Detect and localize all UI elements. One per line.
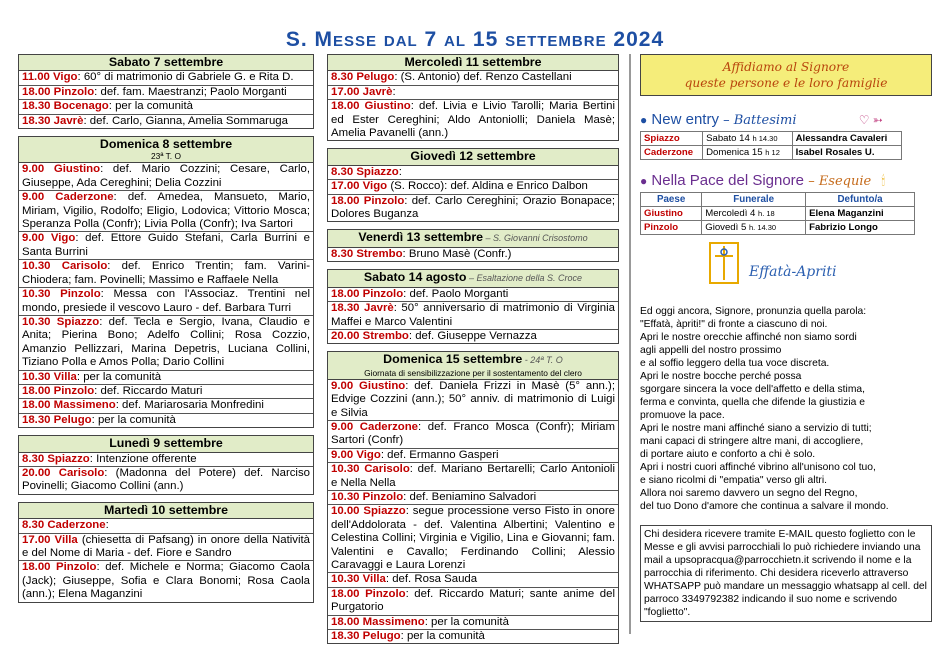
day-box bbox=[18, 54, 314, 129]
mass-time-place: 20.00 Strembo bbox=[331, 329, 409, 342]
day-header bbox=[328, 352, 618, 379]
day: Giovedì 5 bbox=[705, 222, 747, 233]
pace-heading bbox=[640, 172, 932, 189]
mass-entry bbox=[19, 467, 313, 494]
schedule-column-middle bbox=[327, 54, 619, 651]
day-header bbox=[19, 55, 313, 71]
day: Mercoledì 4 bbox=[705, 208, 756, 219]
mass-time-place: 18.00 Massimeno bbox=[22, 399, 116, 412]
bullet-icon: ● bbox=[640, 113, 648, 127]
prayer-line: del tuo Dono d'amore che continua a salvare il mondo. bbox=[640, 501, 889, 512]
mass-time-place: 8.30 Pelugo bbox=[331, 71, 395, 84]
mass-intention: : 50° anniversario di matrimonio di Virginia Maffei e Marco Valentini bbox=[331, 302, 615, 328]
baptism-table bbox=[640, 131, 902, 160]
mass-intention: : def. Carlo Cereghini; Orazio Bonapace; Dolores Buganza bbox=[331, 194, 615, 221]
day-header bbox=[19, 503, 313, 519]
date bbox=[702, 207, 806, 221]
mass-entry bbox=[19, 371, 313, 385]
mass-time-place: 18.00 Massimeno bbox=[331, 615, 425, 628]
name: Isabel Rosales U. bbox=[792, 146, 901, 160]
mass-entry bbox=[19, 86, 313, 100]
prayer-line: ferma e convinta, quella che difende la giustizia e bbox=[640, 397, 865, 408]
day-title: Lunedì 9 settembre bbox=[109, 436, 223, 451]
pace-label: Nella Pace del Signore bbox=[651, 172, 805, 189]
day-box bbox=[18, 502, 314, 603]
mass-time-place: 18.00 Pinzolo bbox=[22, 561, 97, 574]
day-box bbox=[327, 148, 619, 222]
mass-time-place: 20.00 Carisolo bbox=[22, 466, 105, 479]
prayer-text bbox=[640, 305, 932, 513]
mass-entry bbox=[328, 630, 618, 643]
mass-entry bbox=[19, 100, 313, 114]
mass-entry bbox=[19, 399, 313, 413]
mass-intention: : bbox=[392, 85, 396, 98]
mass-intention: : def. Daniela Frizzi in Masè (5° ann.); Edvige Cozzini (ann.); 50° anniv. di matrimonio di Luigi e Silvia bbox=[331, 379, 615, 419]
affidiamo-box bbox=[640, 54, 932, 96]
mass-time-place: 9.00 Giustino bbox=[22, 163, 101, 176]
heart-plane-icon: ♡ ➳ bbox=[858, 113, 883, 127]
mass-intention: : def. Mariarosaria Monfredini bbox=[115, 399, 264, 412]
mass-intention: : def. Giuseppe Vernazza bbox=[408, 329, 537, 342]
table-row bbox=[641, 132, 902, 146]
mass-intention: : def. Tecla e Sergio, Ivana, Claudio e Anita; Pierina Bono; Adelfo Collini; Rosa Cozzio, Amanzio Pellizzari, Marina Depetris, Luciana Collini, Tiziano Polla e Amos Polla; Dario Collini bbox=[22, 315, 311, 369]
day-feast: - 24ª T. O bbox=[522, 355, 563, 366]
day-title: Sabato 14 agosto bbox=[363, 270, 467, 285]
mass-entry bbox=[19, 191, 313, 232]
mass-time-place: 18.00 Pinzolo bbox=[331, 194, 405, 207]
mass-entry bbox=[328, 248, 618, 261]
prayer-line: Apri le nostre orecchie affinché non siamo sordi bbox=[640, 332, 857, 343]
new-entry-heading bbox=[640, 111, 932, 128]
day-title: Martedì 10 settembre bbox=[104, 502, 228, 517]
prayer-line: Allora noi saremo davvero un segno del Regno, bbox=[640, 488, 858, 499]
day-box bbox=[18, 435, 314, 495]
mass-intention: : def. Beniamino Salvadori bbox=[403, 490, 537, 503]
mass-entry bbox=[19, 561, 313, 601]
affidiamo-line-2: queste persone e le loro famiglie bbox=[684, 76, 888, 90]
mass-time-place: 9.00 Giustino bbox=[331, 379, 406, 392]
mass-entry bbox=[19, 385, 313, 399]
mass-intention: (chiesetta di Pafsang) in onore della Natività e del Nome di Maria - def. Fiore e Sandro bbox=[22, 533, 310, 559]
mass-time-place: 10.30 Villa bbox=[22, 370, 77, 383]
mass-intention: : 60° di matrimonio di Gabriele G. e Rita D. bbox=[77, 71, 294, 84]
bullet-icon: ● bbox=[640, 174, 648, 188]
prayer-line: promuove la pace. bbox=[640, 410, 725, 421]
mass-intention: : per la comunità bbox=[76, 370, 162, 383]
mass-intention: : Intenzione offerente bbox=[89, 452, 197, 465]
mass-intention: : Messa con l'Associaz. Trentini nel mondo, presiede il vescovo Lauro - def. Barbara Turri bbox=[22, 288, 310, 314]
date bbox=[703, 132, 793, 146]
prayer-line: e siano ricolmi di "empatia" verso gli altri. bbox=[640, 475, 828, 486]
mass-time-place: 18.00 Pinzolo bbox=[22, 85, 95, 98]
mass-time-place: 9.00 Vigo bbox=[22, 232, 76, 245]
day-feast: – S. Giovanni Crisostomo bbox=[483, 233, 588, 244]
prayer-line: mani capaci di stringere altre mani, di accogliere, bbox=[640, 436, 864, 447]
mass-entry bbox=[19, 232, 313, 260]
col-header: Funerale bbox=[702, 193, 806, 207]
hour: h. 18 bbox=[758, 209, 775, 218]
day-subtitle: Giornata di sensibilizzazione per il sostentamento del clero bbox=[364, 367, 582, 378]
mass-time-place: 18.30 Javrè bbox=[331, 302, 394, 315]
new-entry-label: New entry bbox=[651, 111, 719, 128]
day-title: Domenica 8 settembre bbox=[99, 137, 233, 152]
date bbox=[703, 146, 793, 160]
day-title: Mercoledì 11 settembre bbox=[404, 55, 542, 69]
day-header bbox=[328, 149, 618, 165]
table-header bbox=[641, 193, 915, 207]
effata-label: Effatà-Apriti bbox=[749, 264, 837, 280]
mass-time-place: 10.30 Villa bbox=[331, 573, 386, 586]
funeral-table bbox=[640, 192, 915, 235]
mass-time-place: 10.30 Spiazzo bbox=[22, 315, 100, 328]
mass-entry bbox=[328, 380, 618, 421]
mass-time-place: 18.30 Pelugo bbox=[22, 413, 92, 426]
mass-intention: : bbox=[398, 165, 402, 178]
mass-intention: : per la comunità bbox=[91, 413, 176, 426]
mass-entry bbox=[328, 330, 618, 343]
day-box bbox=[327, 269, 619, 344]
day-box bbox=[18, 136, 314, 428]
day-feast: – Esaltazione della S. Croce bbox=[466, 273, 583, 284]
mass-intention: : def. Livia e Livio Tarolli; Maria Bertini ed Ester Cereghini; Aldo Antoniolli; Daniela Masè; Amelia Pavanelli (ann.) bbox=[331, 100, 615, 140]
mass-entry bbox=[19, 519, 313, 533]
name: Fabrizio Longo bbox=[806, 221, 915, 235]
mass-entry bbox=[328, 421, 618, 449]
mass-entry bbox=[328, 505, 618, 573]
affidiamo-line-1: Affidiamo al Signore bbox=[722, 60, 850, 74]
col-header: Paese bbox=[641, 193, 702, 207]
mass-entry bbox=[19, 414, 313, 427]
mass-time-place: 9.00 Vigo bbox=[331, 448, 381, 461]
day-header bbox=[19, 436, 313, 452]
prayer-line: Apri i nostri cuori affinché vibrino all'unisono col tuo, bbox=[640, 462, 876, 473]
mass-entry bbox=[328, 302, 618, 330]
mass-entry bbox=[19, 288, 313, 316]
mass-entry bbox=[19, 163, 313, 191]
table-row bbox=[641, 221, 915, 235]
day-title: Venerdì 13 settembre bbox=[358, 230, 484, 245]
mass-time-place: 8.30 Spiazzo bbox=[22, 452, 90, 465]
place: Pinzolo bbox=[641, 221, 702, 235]
day-title: Domenica 15 settembre bbox=[383, 352, 523, 367]
mass-intention: : def. Franco Mosca (Confr); Miriam Sartori (Confr) bbox=[331, 420, 615, 447]
mass-time-place: 18.30 Pelugo bbox=[331, 630, 401, 643]
mass-entry bbox=[328, 588, 618, 616]
mass-intention: : per la comunità bbox=[424, 615, 509, 628]
mass-time-place: 8.30 Spiazzo bbox=[331, 165, 399, 178]
mass-entry bbox=[19, 260, 313, 288]
pace-sub: – Esequie bbox=[808, 174, 872, 189]
mass-intention: : def. Riccardo Maturi; sante anime del Purgatorio bbox=[331, 587, 616, 614]
day-box bbox=[327, 229, 619, 262]
name: Alessandra Cavaleri bbox=[792, 132, 901, 146]
mass-intention: : def. Ettore Guido Stefani, Carla Burrini e Santa Burrini bbox=[22, 232, 310, 258]
mass-entry bbox=[328, 288, 618, 302]
table-row bbox=[641, 146, 902, 160]
column-divider bbox=[629, 54, 631, 634]
schedule-column-left bbox=[18, 54, 314, 610]
mass-entry bbox=[328, 180, 618, 194]
mass-entry bbox=[328, 86, 618, 100]
mass-entry bbox=[328, 491, 618, 505]
page-title: S. Messe dal 7 al 15 settembre 2024 bbox=[285, 28, 665, 51]
place: Giustino bbox=[641, 207, 702, 221]
day-subtitle: 23ª T. O bbox=[151, 151, 181, 162]
mass-time-place: 10.30 Carisolo bbox=[331, 463, 410, 476]
prayer-line: Ed oggi ancora, Signore, pronunzia quella parola: bbox=[640, 306, 867, 317]
mass-time-place: 9.00 Caderzone bbox=[331, 420, 419, 433]
mass-entry bbox=[19, 534, 313, 562]
mass-intention: : def. Ermanno Gasperi bbox=[380, 448, 499, 461]
day-header bbox=[19, 137, 313, 163]
mass-time-place: 8.30 Caderzone bbox=[22, 519, 106, 532]
mass-time-place: 18.30 Javrè bbox=[22, 114, 84, 127]
day-title: Giovedì 12 settembre bbox=[410, 149, 536, 164]
mass-entry bbox=[328, 449, 618, 463]
mass-intention: : segue processione verso Fisto in onore dell'Addolorata - def. Valentina Albertini; Valentino e Celestina Collini; Virginia e Vigilio, Lina e Giovanni; fam. Valentini e Cavallo; Ferdinando Collini; Alessio Caravaggi e Laura Lorenzi bbox=[331, 505, 615, 571]
mass-entry bbox=[328, 166, 618, 180]
mass-entry bbox=[328, 573, 618, 587]
mass-intention: : def. Riccardo Maturi bbox=[94, 384, 203, 397]
day-title: Sabato 7 settembre bbox=[108, 55, 224, 69]
mass-entry bbox=[19, 316, 313, 371]
hour: h 12 bbox=[765, 148, 780, 157]
day-header bbox=[328, 270, 618, 287]
day: Sabato 14 bbox=[706, 133, 750, 144]
hour: h 14.30 bbox=[752, 134, 778, 143]
day-box bbox=[327, 351, 619, 644]
mass-intention: : (Madonna del Potere) def. Narciso Povinelli; Giacomo Collini (ann.) bbox=[22, 466, 310, 493]
mass-time-place: 10.30 Pinzolo bbox=[331, 490, 404, 503]
prayer-line: e al soffio leggero della tua voce discreta. bbox=[640, 358, 830, 369]
day-header bbox=[328, 55, 618, 71]
mass-intention: : def. Rosa Sauda bbox=[385, 573, 478, 586]
name: Elena Maganzini bbox=[806, 207, 915, 221]
prayer-line: sgorgare sincera la voce dell'affetto e della stima, bbox=[640, 384, 865, 395]
mass-entry bbox=[19, 453, 313, 467]
day-header bbox=[328, 230, 618, 247]
mass-time-place: 10.30 Pinzolo bbox=[22, 288, 101, 301]
mass-entry bbox=[19, 115, 313, 128]
mass-intention: : def. Enrico Trentin; fam. Varini-Chiodera; fam. Povinelli; Massimo e Raffaele Nella bbox=[22, 260, 311, 286]
mass-intention: : bbox=[105, 519, 109, 532]
mass-time-place: 8.30 Strembo bbox=[331, 247, 403, 260]
prayer-line: di portare aiuto e conforto a chi è solo. bbox=[640, 449, 816, 460]
new-entry-sub: – Battesimi bbox=[723, 113, 797, 128]
day-box bbox=[327, 54, 619, 141]
prayer-line: agli appelli del nostro prossimo bbox=[640, 345, 782, 356]
mass-entry bbox=[19, 71, 313, 85]
place: Spiazzo bbox=[641, 132, 703, 146]
mass-intention: (S. Rocco): def. Aldina e Enrico Dalbon bbox=[387, 180, 588, 193]
mass-time-place: 17.00 Villa bbox=[22, 533, 78, 546]
mass-intention: : Bruno Masè (Confr.) bbox=[402, 247, 512, 260]
mass-time-place: 17.00 Vigo bbox=[331, 180, 388, 193]
table-row bbox=[641, 207, 915, 221]
mass-time-place: 11.00 Vigo bbox=[22, 71, 78, 84]
right-column bbox=[640, 54, 932, 622]
mass-time-place: 18.00 Giustino bbox=[331, 100, 411, 113]
prayer-line: Apri le nostre mani affinché siano a servizio di tutti; bbox=[640, 423, 872, 434]
mass-intention: : per la comunità bbox=[400, 630, 485, 643]
mass-entry bbox=[328, 463, 618, 491]
info-box: Chi desidera ricevere tramite E-MAIL questo foglietto con le Messe e gli avvisi parrocchiali lo può richiedere inviando una mail a upsopracqua@parrocchietn.it scrivendo il nome e la parrocchia di riferimento. Chi desidera riceverlo attraverso WHATSAPP può mandare un messaggio whatsapp al cell. del parroco 3349792382 indicando il suo nome e scrivendo "foglietto". bbox=[640, 525, 932, 622]
hour: h. 14.30 bbox=[748, 223, 777, 232]
mass-time-place: 10.00 Spiazzo bbox=[331, 505, 406, 518]
prayer-line: Apri le nostre bocche perché possa bbox=[640, 371, 802, 382]
mass-time-place: 18.00 Pinzolo bbox=[22, 384, 95, 397]
mass-intention: : per la comunità bbox=[108, 100, 193, 113]
mass-entry bbox=[328, 616, 618, 630]
mass-intention: : def. Amedea, Mansueto, Mario, Miriam, Vigilio, Rodolfo; Eligio, Lodovica; Vittorio Mosca; Speranza Polla (Confr); Livia Polla (Confr); Iva Sartori bbox=[22, 191, 310, 231]
mass-intention: : def. fam. Maestranzi; Paolo Morganti bbox=[94, 85, 287, 98]
mass-intention: : (S. Antonio) def. Renzo Castellani bbox=[394, 71, 572, 84]
mass-time-place: 10.30 Carisolo bbox=[22, 260, 108, 273]
mass-intention: : def. Mariano Bertarelli; Carlo Antonioli e Nella Nella bbox=[331, 463, 615, 489]
mass-intention: : def. Michele e Norma; Giacomo Caola (Jack); Giuseppe, Sofia e Clara Bonomi; Rosa Caola (ann.); Elena Maganzini bbox=[22, 561, 310, 601]
mass-time-place: 9.00 Caderzone bbox=[22, 191, 114, 204]
mass-entry bbox=[328, 195, 618, 222]
place: Caderzone bbox=[641, 146, 703, 160]
mass-entry bbox=[328, 100, 618, 140]
mass-time-place: 18.00 Pinzolo bbox=[331, 587, 406, 600]
day: Domenica 15 bbox=[706, 147, 763, 158]
mass-entry bbox=[328, 71, 618, 85]
mass-intention: : def. Mario Cozzini; Cesare, Carlo, Giuseppe, Ada Cereghini; Delia Cozzini bbox=[22, 163, 310, 189]
date bbox=[702, 221, 806, 235]
effata-logo-icon bbox=[709, 242, 739, 284]
mass-intention: : def. Paolo Morganti bbox=[403, 287, 509, 300]
prayer-line: "Effatà, àpriti!" di fronte a ciascuno di noi. bbox=[640, 319, 828, 330]
mass-time-place: 18.00 Pinzolo bbox=[331, 287, 404, 300]
mass-time-place: 17.00 Javrè bbox=[331, 85, 393, 98]
candle-icon: 🕯 bbox=[881, 173, 886, 188]
col-header: Defunto/a bbox=[806, 193, 915, 207]
mass-time-place: 18.30 Bocenago bbox=[22, 100, 109, 113]
mass-intention: : def. Carlo, Gianna, Amelia Sommaruga bbox=[83, 114, 288, 127]
